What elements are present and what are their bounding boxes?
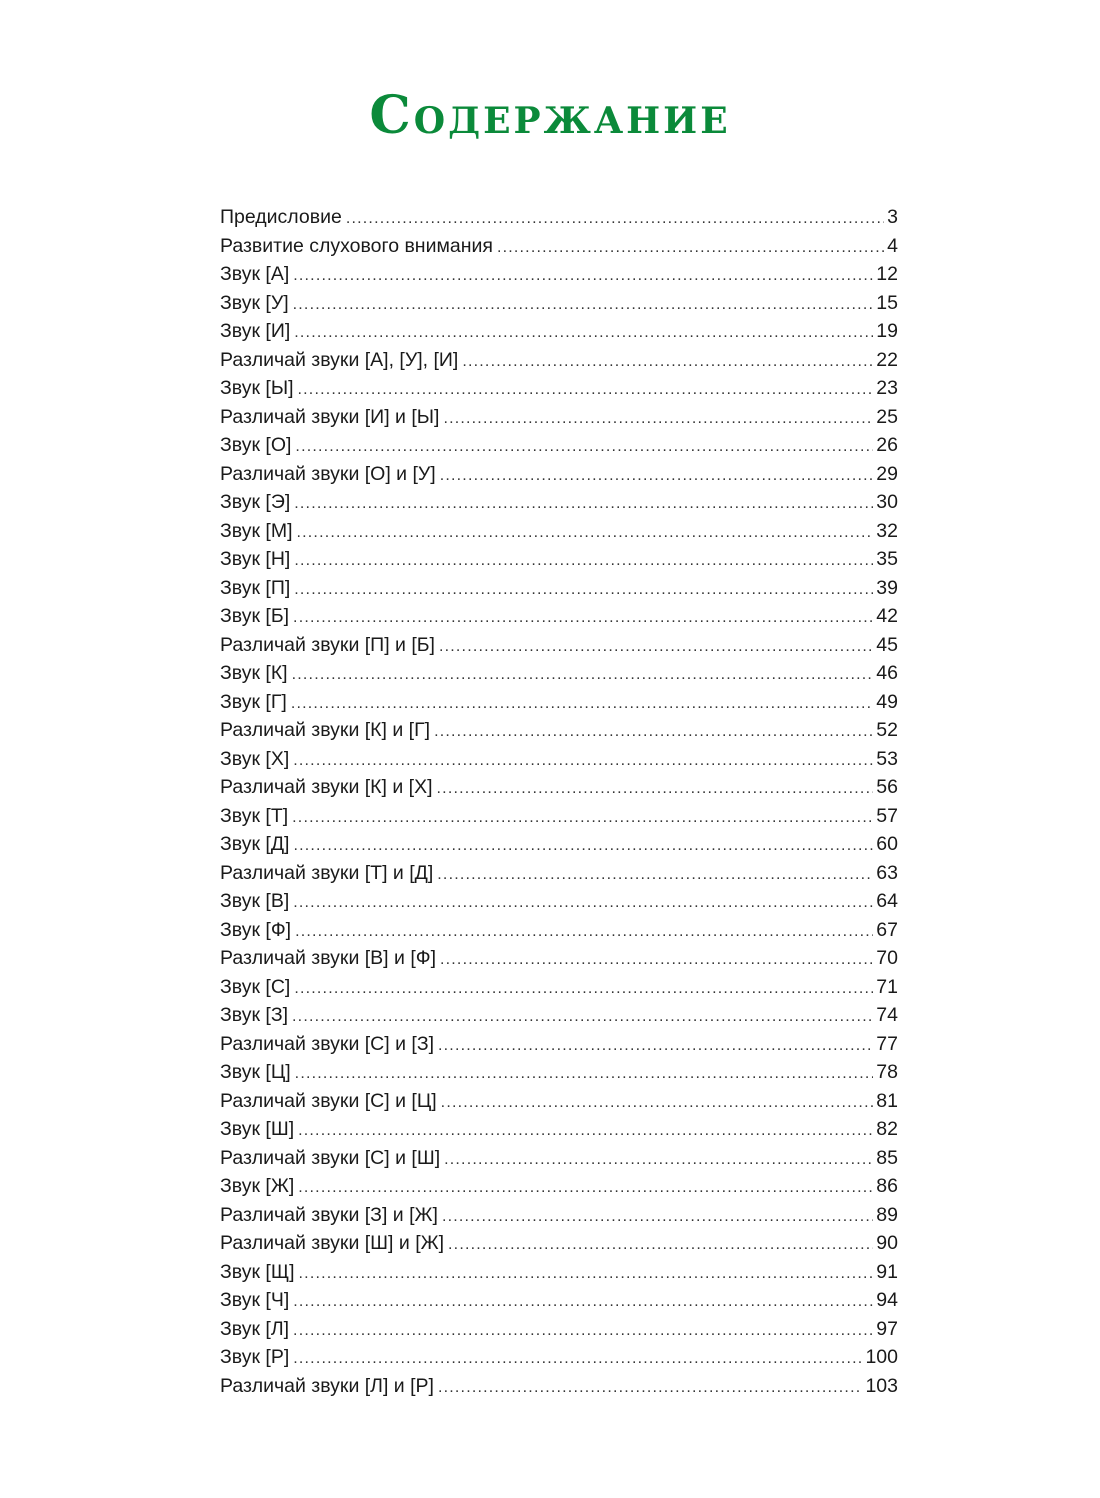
toc-entry-page-number: 26 (876, 434, 898, 456)
toc-entry-page-number: 70 (876, 947, 898, 969)
toc-entry (220, 659, 898, 688)
toc-entry (220, 317, 898, 346)
toc-entry (220, 1343, 898, 1372)
toc-entry (220, 232, 898, 261)
toc-dot-leader (293, 832, 873, 859)
toc-entry-page-number: 100 (865, 1346, 898, 1368)
toc-entry (220, 1372, 898, 1401)
toc-dot-leader (294, 547, 873, 574)
toc-entry (220, 346, 898, 375)
toc-dot-leader (293, 291, 874, 318)
toc-dot-leader (295, 918, 873, 945)
toc-dot-leader (295, 433, 873, 460)
toc-dot-leader (293, 604, 873, 631)
toc-entry (220, 289, 898, 318)
toc-entry (220, 403, 898, 432)
toc-entry-label: Звук [Щ] (220, 1260, 295, 1283)
toc-dot-leader (294, 490, 873, 517)
toc-entry-label: Различай звуки [К] и [Х] (220, 776, 433, 798)
toc-entry-page-number: 103 (865, 1374, 898, 1397)
toc-entry (220, 859, 898, 888)
toc-entry (220, 631, 898, 660)
toc-entry (220, 773, 898, 802)
toc-entry-page-number: 89 (876, 1203, 898, 1226)
toc-entry (220, 1229, 898, 1258)
toc-entry-page-number: 32 (876, 519, 898, 542)
toc-entry-page-number: 4 (887, 234, 898, 257)
toc-entry-label: Развитие слухового внимания (220, 234, 493, 257)
toc-entry-label: Звук [А] (220, 263, 290, 285)
toc-entry-label: Различай звуки [С] и [Ц] (220, 1089, 437, 1112)
toc-entry-label: Различай звуки [Ш] и [Ж] (220, 1232, 445, 1254)
toc-entry-label: Различай звуки [З] и [Ж] (220, 1203, 438, 1226)
toc-entry (220, 1030, 898, 1059)
toc-dot-leader (293, 747, 873, 774)
toc-entry-page-number: 85 (876, 1146, 898, 1169)
toc-entry-page-number: 29 (876, 462, 898, 485)
toc-entry (220, 1258, 898, 1287)
toc-entry-label: Звук [Ц] (220, 1061, 291, 1083)
toc-entry (220, 1115, 898, 1144)
toc-entry-label: Различай звуки [И] и [Ы] (220, 405, 440, 428)
toc-entry (220, 1286, 898, 1315)
toc-entry (220, 1058, 898, 1087)
toc-dot-leader (291, 690, 873, 717)
toc-dot-leader (448, 1231, 873, 1258)
toc-entry-page-number: 86 (876, 1175, 898, 1197)
toc-dot-leader (441, 1089, 874, 1116)
toc-entry-page-number: 91 (876, 1260, 898, 1283)
toc-entry (220, 203, 898, 232)
toc-dot-leader (293, 1288, 873, 1315)
toc-entry-label: Звук [Т] (220, 804, 289, 827)
toc-dot-leader (297, 519, 874, 546)
toc-dot-leader (299, 1260, 874, 1287)
toc-dot-leader (438, 1032, 873, 1059)
toc-entry-page-number: 23 (876, 377, 898, 399)
toc-entry-page-number: 12 (876, 263, 898, 285)
toc-entry-page-number: 30 (876, 491, 898, 513)
toc-entry-page-number: 97 (876, 1317, 898, 1340)
toc-entry (220, 1001, 898, 1030)
toc-entry-page-number: 82 (876, 1118, 898, 1140)
toc-entry-page-number: 42 (876, 605, 898, 627)
toc-entry-label: Различай звуки [В] и [Ф] (220, 947, 436, 969)
toc-entry-page-number: 56 (876, 776, 898, 798)
toc-entry-page-number: 19 (876, 320, 898, 342)
toc-entry-label: Предисловие (220, 206, 342, 228)
toc-entry-label: Различай звуки [С] и [Ш] (220, 1146, 441, 1169)
toc-entry (220, 1144, 898, 1173)
toc-entry-page-number: 90 (876, 1232, 898, 1254)
toc-dot-leader (294, 319, 873, 346)
toc-entry (220, 887, 898, 916)
toc-dot-leader (437, 775, 874, 802)
toc-entry (220, 716, 898, 745)
toc-entry-page-number: 25 (876, 405, 898, 428)
toc-dot-leader (298, 1117, 873, 1144)
toc-entry-label: Звук [Ф] (220, 918, 292, 941)
toc-entry-page-number: 22 (876, 348, 898, 371)
toc-entry-page-number: 64 (876, 890, 898, 912)
toc-dot-leader (346, 205, 884, 232)
toc-entry-label: Различай звуки [К] и [Г] (220, 719, 431, 741)
toc-entry-page-number: 49 (876, 690, 898, 713)
toc-entry-page-number: 67 (876, 918, 898, 941)
toc-entry (220, 431, 898, 460)
toc-entry-label: Звук [Ч] (220, 1289, 290, 1311)
toc-entry-label: Звук [Э] (220, 491, 291, 513)
toc-dot-leader (295, 1060, 874, 1087)
toc-dot-leader (294, 576, 873, 603)
toc-dot-leader (444, 1146, 873, 1173)
toc-entry (220, 688, 898, 717)
toc-dot-leader (293, 1317, 873, 1344)
toc-entry-label: Звук [Ж] (220, 1175, 295, 1197)
toc-entry-label: Звук [Р] (220, 1346, 290, 1368)
toc-entry (220, 1087, 898, 1116)
toc-entry (220, 944, 898, 973)
toc-entry (220, 602, 898, 631)
toc-entry (220, 916, 898, 945)
toc-dot-leader (293, 1345, 862, 1372)
toc-entry-label: Звук [З] (220, 1004, 289, 1026)
toc-dot-leader (292, 1003, 873, 1030)
toc-entry-label: Звук [Г] (220, 690, 287, 713)
toc-entry (220, 374, 898, 403)
toc-dot-leader (439, 633, 873, 660)
toc-entry-label: Различай звуки [П] и [Б] (220, 633, 435, 656)
toc-entry (220, 517, 898, 546)
toc-entry-page-number: 94 (876, 1289, 898, 1311)
toc-dot-leader (442, 1203, 873, 1230)
toc-entry-label: Звук [О] (220, 434, 292, 456)
page-title: Содержание (369, 85, 731, 146)
toc-dot-leader (298, 376, 874, 403)
toc-entry-label: Звук [Х] (220, 747, 290, 770)
toc-dot-leader (437, 861, 873, 888)
toc-entry-label: Звук [К] (220, 662, 288, 684)
toc-entry (220, 460, 898, 489)
toc-entry-page-number: 35 (876, 548, 898, 570)
toc-entry-page-number: 52 (876, 719, 898, 741)
toc-entry-label: Различай звуки [О] и [У] (220, 462, 436, 485)
toc-entry-label: Звук [М] (220, 519, 293, 542)
toc-entry-label: Различай звуки [Л] и [Р] (220, 1374, 434, 1397)
toc-entry (220, 488, 898, 517)
toc-entry (220, 260, 898, 289)
toc-entry (220, 1172, 898, 1201)
toc-entry (220, 1201, 898, 1230)
toc-entry (220, 802, 898, 831)
toc-dot-leader (440, 462, 874, 489)
toc-entry (220, 1315, 898, 1344)
toc-entry-page-number: 57 (876, 804, 898, 827)
toc-entry-label: Звук [У] (220, 291, 289, 314)
toc-entry-page-number: 63 (876, 861, 898, 884)
toc-entry-page-number: 81 (876, 1089, 898, 1112)
toc-entry-label: Звук [С] (220, 975, 291, 998)
toc-entry-page-number: 60 (876, 833, 898, 855)
toc-dot-leader (294, 975, 873, 1002)
toc-entry (220, 745, 898, 774)
toc-entry-label: Звук [Н] (220, 548, 291, 570)
toc-dot-leader (292, 661, 874, 688)
toc-entry-page-number: 53 (876, 747, 898, 770)
toc-entry-page-number: 15 (876, 291, 898, 314)
toc-entry-label: Различай звуки [С] и [З] (220, 1032, 435, 1055)
toc-entry (220, 830, 898, 859)
table-of-contents (220, 203, 898, 1400)
toc-entry (220, 973, 898, 1002)
toc-entry-page-number: 71 (876, 975, 898, 998)
toc-entry (220, 545, 898, 574)
toc-dot-leader (292, 804, 873, 831)
toc-dot-leader (438, 1374, 862, 1401)
toc-dot-leader (462, 348, 873, 375)
toc-entry-label: Звук [Б] (220, 605, 290, 627)
toc-entry-page-number: 74 (876, 1004, 898, 1026)
toc-entry-label: Различай звуки [Т] и [Д] (220, 861, 434, 884)
toc-entry-label: Звук [Д] (220, 833, 290, 855)
toc-entry-page-number: 78 (876, 1061, 898, 1083)
toc-entry-label: Звук [И] (220, 320, 291, 342)
toc-entry-page-number: 46 (876, 662, 898, 684)
toc-entry-page-number: 45 (876, 633, 898, 656)
toc-entry (220, 574, 898, 603)
toc-entry-label: Звук [Ш] (220, 1118, 295, 1140)
toc-entry-page-number: 39 (876, 576, 898, 599)
toc-dot-leader (497, 234, 884, 261)
toc-entry-label: Звук [В] (220, 890, 290, 912)
toc-entry-page-number: 77 (876, 1032, 898, 1055)
toc-dot-leader (293, 262, 873, 289)
toc-dot-leader (293, 889, 873, 916)
toc-entry-label: Звук [Л] (220, 1317, 290, 1340)
toc-dot-leader (434, 718, 873, 745)
toc-dot-leader (440, 946, 873, 973)
toc-entry-label: Звук [П] (220, 576, 291, 599)
toc-entry-page-number: 3 (887, 206, 898, 228)
toc-entry-label: Звук [Ы] (220, 377, 294, 399)
toc-entry-label: Различай звуки [А], [У], [И] (220, 348, 459, 371)
toc-dot-leader (298, 1174, 873, 1201)
toc-dot-leader (443, 405, 873, 432)
